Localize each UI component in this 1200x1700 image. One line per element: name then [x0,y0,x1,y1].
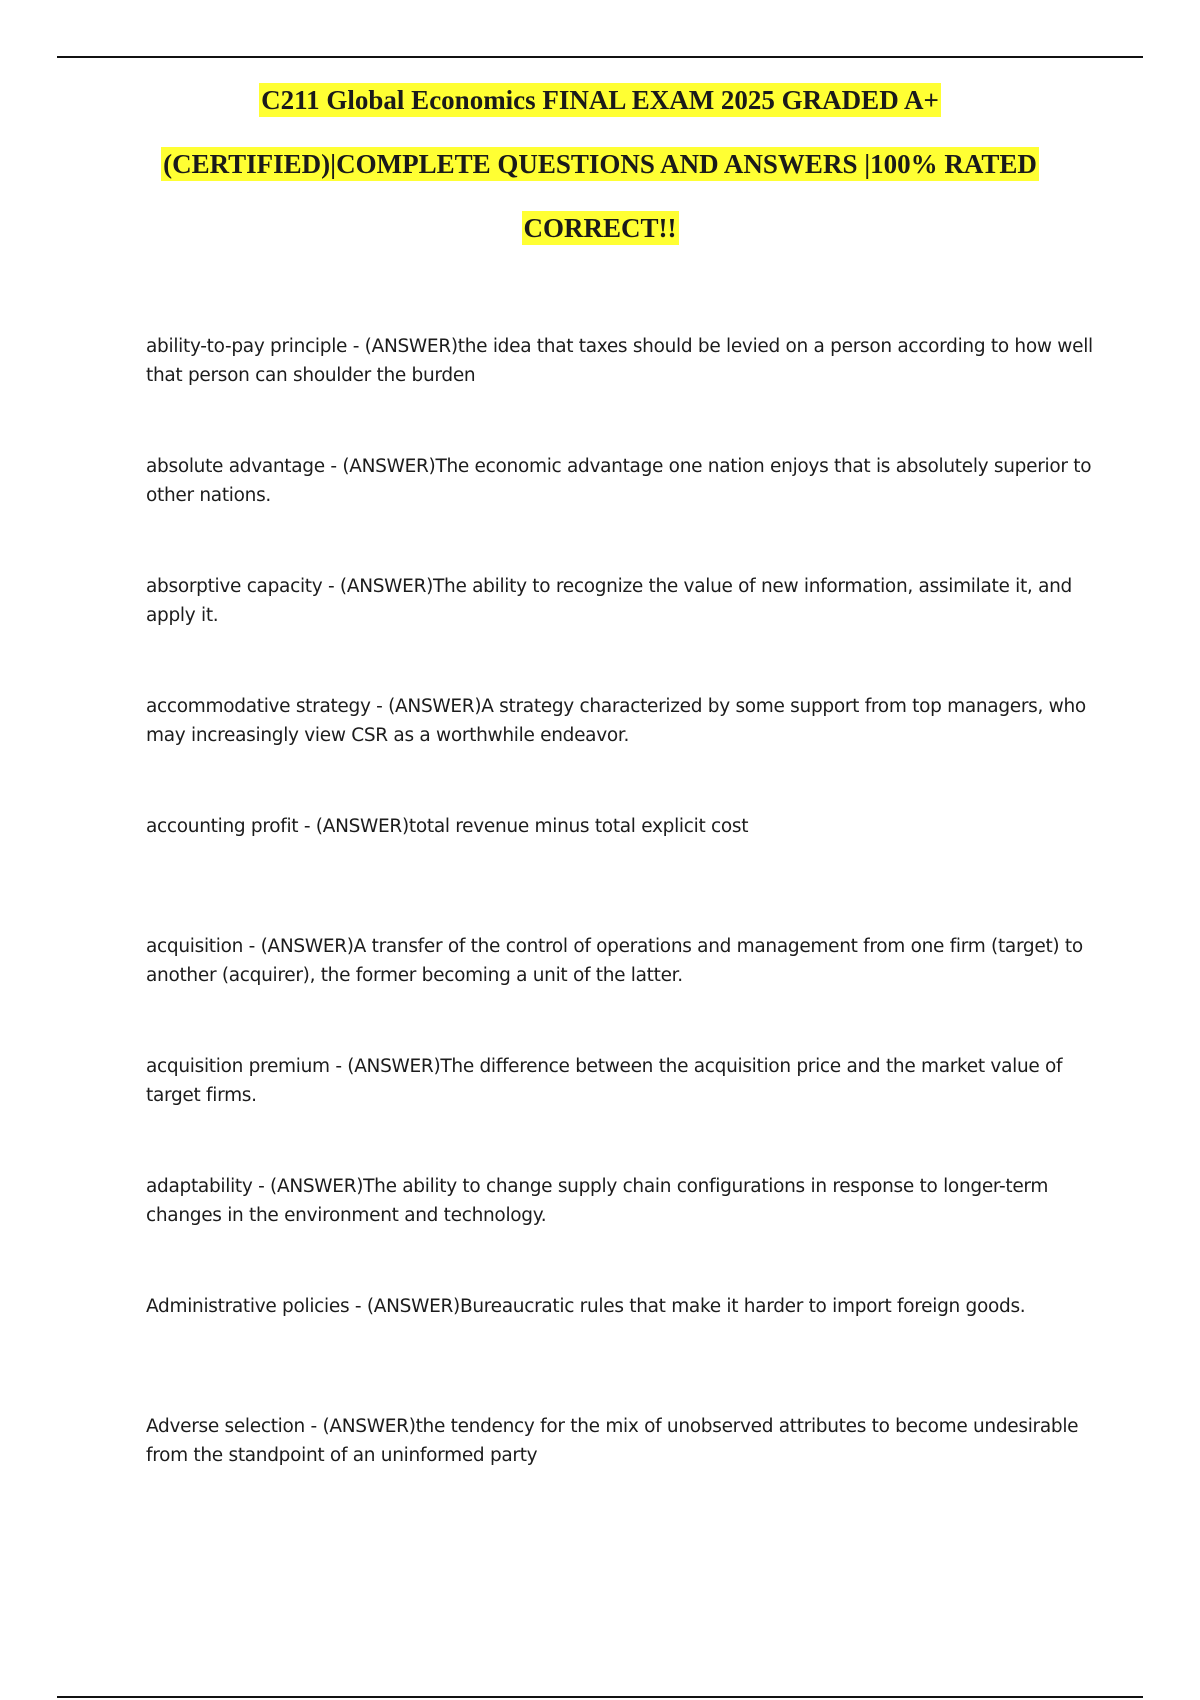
answer-entry: Adverse selection - (ANSWER)the tendency for the mix of unobserved attributes to become undesirable from the standpoint of an uninformed party [146,1416,1079,1466]
title-line-3: CORRECT!! [523,213,677,243]
answer-entry: acquisition premium - (ANSWER)The difference between the acquisition price and the market value of target firms. [146,1056,1063,1106]
title-line-2: (CERTIFIED)|COMPLETE QUESTIONS AND ANSWERS |100% RATED [163,149,1037,179]
answer-entry: acquisition - (ANSWER)A transfer of the control of operations and management from one firm (target) to another (acquirer), the former becoming a unit of the latter. [146,936,1083,986]
answer-entry: accommodative strategy - (ANSWER)A strategy characterized by some support from top managers, who may increasingly view CSR as a worthwhile endeavor. [146,696,1086,746]
answer-entry: absolute advantage - (ANSWER)The economic advantage one nation enjoys that is absolutely superior to other nations. [146,456,1092,506]
bottom-rule [57,1696,1143,1698]
answer-entry: accounting profit - (ANSWER)total revenue minus total explicit cost [146,816,749,837]
answer-entry: adaptability - (ANSWER)The ability to change supply chain configurations in response to longer-term changes in the environment and technology. [146,1176,1049,1226]
answer-entry: Administrative policies - (ANSWER)Bureaucratic rules that make it harder to import foreign goods. [146,1296,1026,1317]
answer-entry: absorptive capacity - (ANSWER)The ability to recognize the value of new information, assimilate it, and apply it. [146,576,1072,626]
title-line-1: C211 Global Economics FINAL EXAM 2025 GRADED A+ [261,85,939,115]
answer-list [146,332,1096,1532]
top-rule [57,56,1143,58]
document-title [57,68,1143,260]
answer-entry: ability-to-pay principle - (ANSWER)the idea that taxes should be levied on a person according to how well that person can shoulder the burden [146,336,1093,386]
